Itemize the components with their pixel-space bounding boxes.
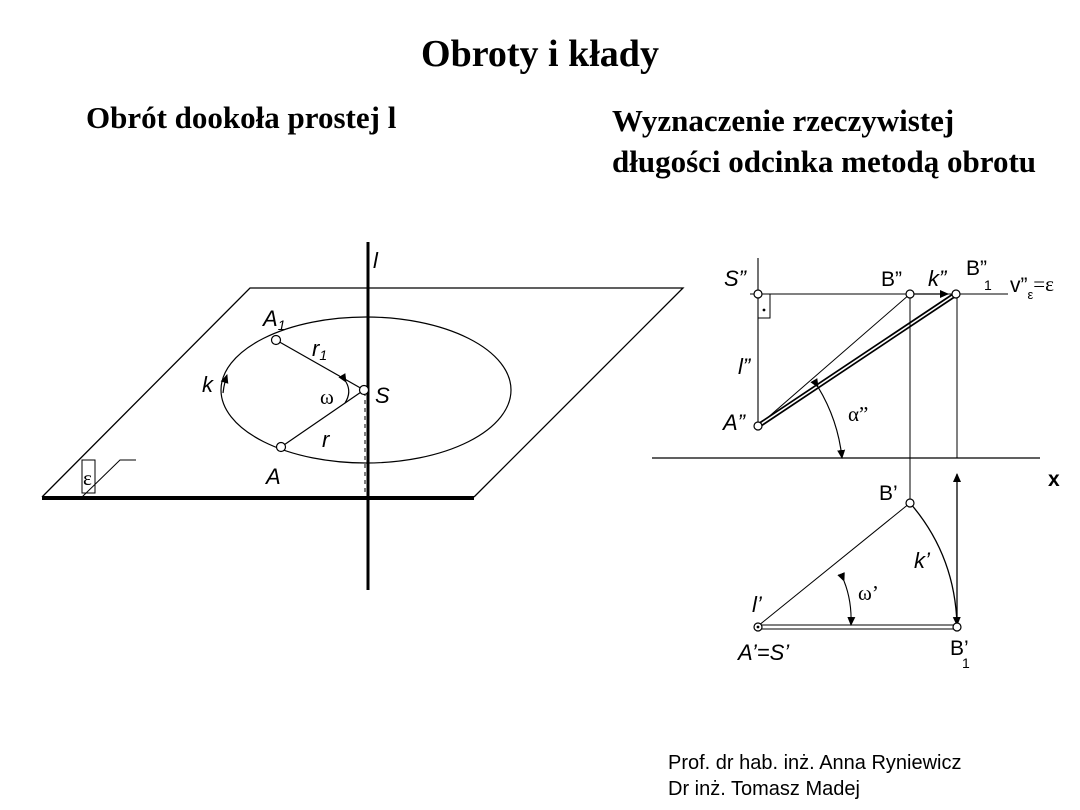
point-b12 [952,290,960,298]
point-s [360,386,369,395]
v-epsilon-label: $v”_\varepsilon=\varepsilon$ [1010,272,1054,302]
omega-label: ω [320,385,334,409]
s2-label: S” [724,266,746,291]
epsilon-label: ε [83,466,92,490]
segment-a2b2 [758,294,910,426]
alpha2-label: α” [848,402,869,426]
segment-a1b1 [758,503,910,626]
k-label: k [202,372,213,397]
point-a1 [272,336,281,345]
slide-title: Obroty i kłady [421,33,659,75]
right-angle-dot [763,309,766,312]
point-as1-center [757,626,760,629]
alpha2-arc [818,387,842,458]
point-s2 [754,290,762,298]
k1-label: k’ [914,548,930,573]
right-heading: Wyznaczenie rzeczywistej długości odcinka metodą obrotu [612,103,1037,179]
b1-label: B’ [879,482,898,505]
credit-line-2: Dr inż. Tomasz Madej [668,778,860,800]
point-a [277,443,286,452]
a-label: A [266,464,281,489]
axis-l-label: l [373,248,378,273]
b12-label: B” 1 [966,257,992,293]
credit-line-1: Prof. dr hab. inż. Anna Ryniewicz [668,752,962,774]
credits [668,750,961,802]
a1-label: A1 [263,306,286,333]
right-diagram [652,257,1060,671]
a2-label: A” [723,410,745,435]
point-b1 [906,499,914,507]
as1-label: A’=S’ [738,640,790,665]
left-diagram [42,242,683,590]
omega1-label: ω’ [858,581,879,605]
point-a2 [754,422,762,430]
r1-label: r1 [312,336,328,363]
x-axis-label: x [1048,468,1060,491]
point-b11 [953,623,961,631]
k2-label: k” [928,266,947,291]
r-label: r [322,427,330,452]
s-label: S [375,383,390,408]
point-b2 [906,290,914,298]
left-heading: Obrót dookoła prostej l [86,100,397,135]
l2-label: l” [738,354,751,379]
b2-label: B” [881,268,902,291]
l1-label: l’ [752,592,762,617]
b11-label: B’ 1 [950,637,970,671]
omega-arc [345,382,349,403]
omega1-arc [844,581,851,625]
